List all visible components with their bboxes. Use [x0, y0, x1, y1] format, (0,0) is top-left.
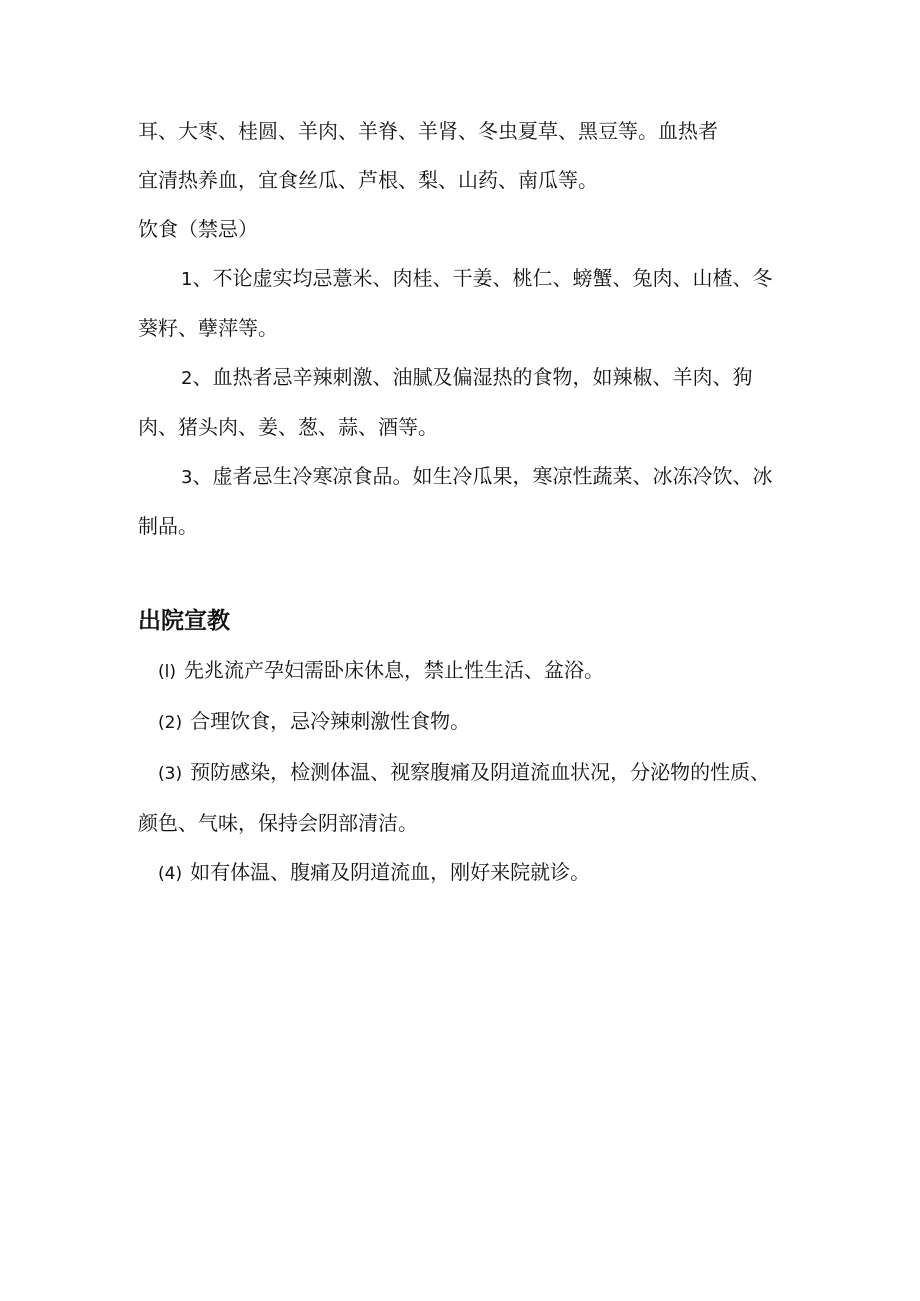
- taboo-item-2: [138, 353, 788, 452]
- taboo-item-3: [138, 452, 788, 551]
- discharge-item-1: [138, 646, 788, 697]
- taboo-item-1: [138, 254, 788, 353]
- discharge-item-number: (l): [158, 662, 176, 682]
- discharge-item-text: 预防感染，检测体温、视察腹痛及阴道流血状况，分泌物的性质、颜色、气味，保持会阴部清洁。: [138, 760, 771, 835]
- discharge-item-number: (2): [158, 713, 183, 733]
- discharge-item-number: (4): [158, 864, 183, 884]
- discharge-item-number: (3): [158, 764, 183, 784]
- diet-continuation-line1: 耳、大枣、桂圆、羊肉、羊脊、羊肾、冬虫夏草、黑豆等。血热者: [138, 119, 718, 143]
- discharge-item-2: [138, 697, 788, 748]
- taboo-item-text: 、虚者忌生冷寒凉食品。如生冷瓜果，寒凉性蔬菜、冰冻冷饮、冰制品。: [138, 464, 773, 538]
- diet-section: [138, 107, 788, 551]
- taboo-item-text: 、血热者忌辛辣刺激、油腻及偏湿热的食物，如辣椒、羊肉、狗肉、猪头肉、姜、葱、蒜、酒等。: [138, 365, 753, 439]
- discharge-item-text: 如有体温、腹痛及阴道流血，刚好来院就诊。: [190, 860, 591, 884]
- taboo-item-number: 2: [181, 368, 193, 389]
- diet-continuation-line2: 宜清热养血，宜食丝瓜、芦根、梨、山药、南瓜等。: [138, 168, 598, 192]
- taboo-item-number: 3: [181, 467, 193, 488]
- discharge-item-text: 先兆流产孕妇需卧床休息，禁止性生活、盆浴。: [184, 658, 604, 682]
- discharge-item-3: [138, 748, 788, 848]
- taboo-item-number: 1: [181, 269, 193, 290]
- discharge-title: 出院宣教: [138, 608, 230, 634]
- taboo-heading: 饮食（禁忌）: [138, 217, 258, 241]
- discharge-item-text: 合理饮食，忌冷辣刺激性食物。: [190, 709, 471, 733]
- discharge-item-4: [138, 848, 788, 899]
- taboo-item-text: 、不论虚实均忌薏米、肉桂、干姜、桃仁、螃蟹、兔肉、山楂、冬葵籽、孽萍等。: [138, 266, 773, 340]
- discharge-section: [138, 601, 788, 899]
